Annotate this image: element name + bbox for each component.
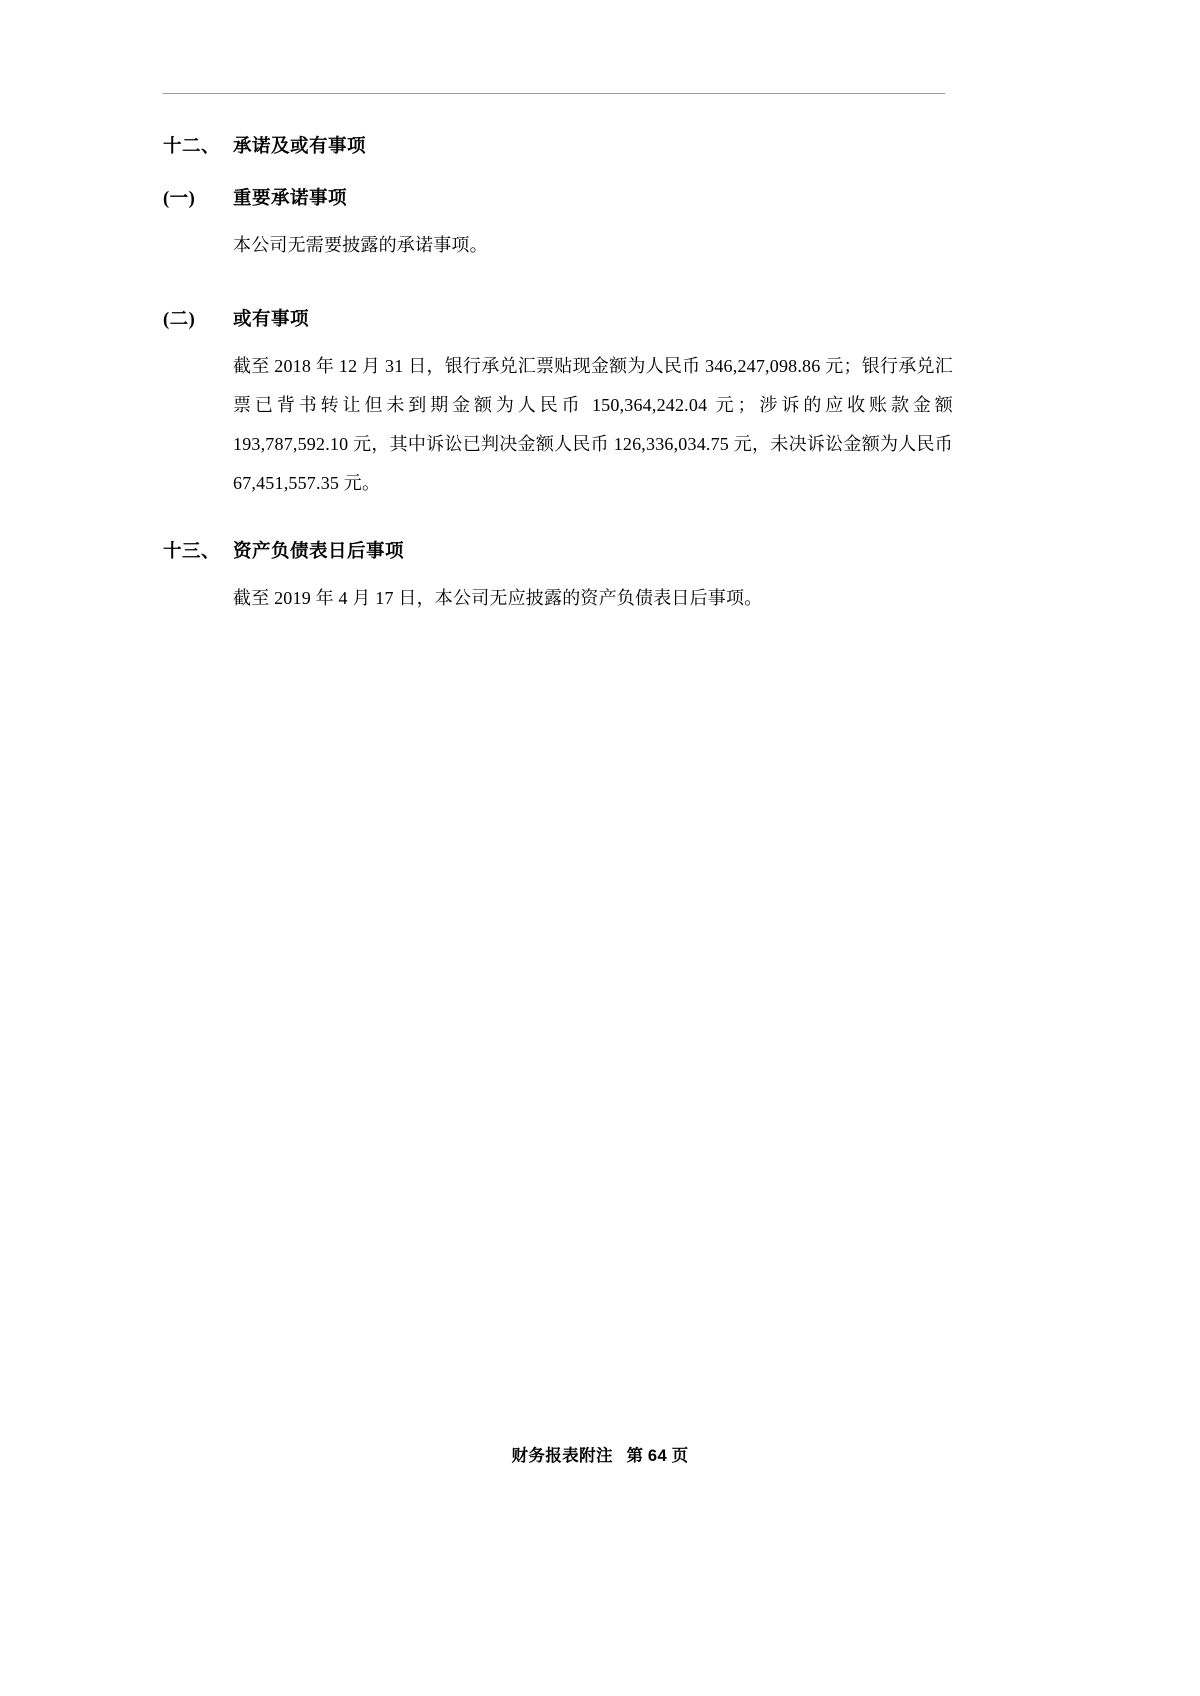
spacer (163, 265, 953, 305)
spacer (163, 162, 953, 184)
subsection-title-12-2: 或有事项 (233, 310, 310, 330)
spacer (163, 567, 953, 579)
section-body-13: 截至 2019 年 4 月 17 日，本公司无应披露的资产负债表日后事项。 (233, 588, 763, 608)
spacer (163, 335, 953, 347)
subsection-heading-12-2 (163, 305, 953, 335)
section-number-13: 十三、 (163, 542, 221, 562)
section-title-13: 资产负债表日后事项 (233, 542, 405, 562)
subsection-body-12-1: 本公司无需要披露的承诺事项。 (233, 235, 488, 255)
spacer (163, 503, 953, 537)
spacer (163, 214, 953, 226)
section-title-12: 承诺及或有事项 (233, 137, 367, 157)
page-content (163, 132, 953, 618)
subsection-number-12-1: (一) (163, 189, 196, 209)
footer-page-suffix: 页 (671, 1447, 689, 1465)
header-divider (163, 93, 945, 94)
subsection-heading-12-1 (163, 184, 953, 214)
page-footer (0, 1442, 1200, 1466)
section-heading-12 (163, 132, 953, 162)
subsection-title-12-1: 重要承诺事项 (233, 189, 348, 209)
section-number-12: 十二、 (163, 137, 221, 157)
footer-page-number: 64 (647, 1447, 668, 1465)
subsection-body-12-2: 截至 2018 年 12 月 31 日，银行承兑汇票贴现金额为人民币 346,247,098.86 元；银行承兑汇票已背书转让但未到期金额为人民币 150,364,242.04 元；涉诉的应收账款金额 193,787,592.10 元，其中诉讼已判决金额人民币 126,336,034.75 元，未决诉讼金额为人民币 67,451,557.35 元。 (233, 356, 953, 493)
section-heading-13 (163, 537, 953, 567)
footer-page-prefix: 第 (626, 1447, 644, 1465)
subsection-number-12-2: (二) (163, 310, 196, 330)
footer-label: 财务报表附注 (511, 1446, 613, 1465)
